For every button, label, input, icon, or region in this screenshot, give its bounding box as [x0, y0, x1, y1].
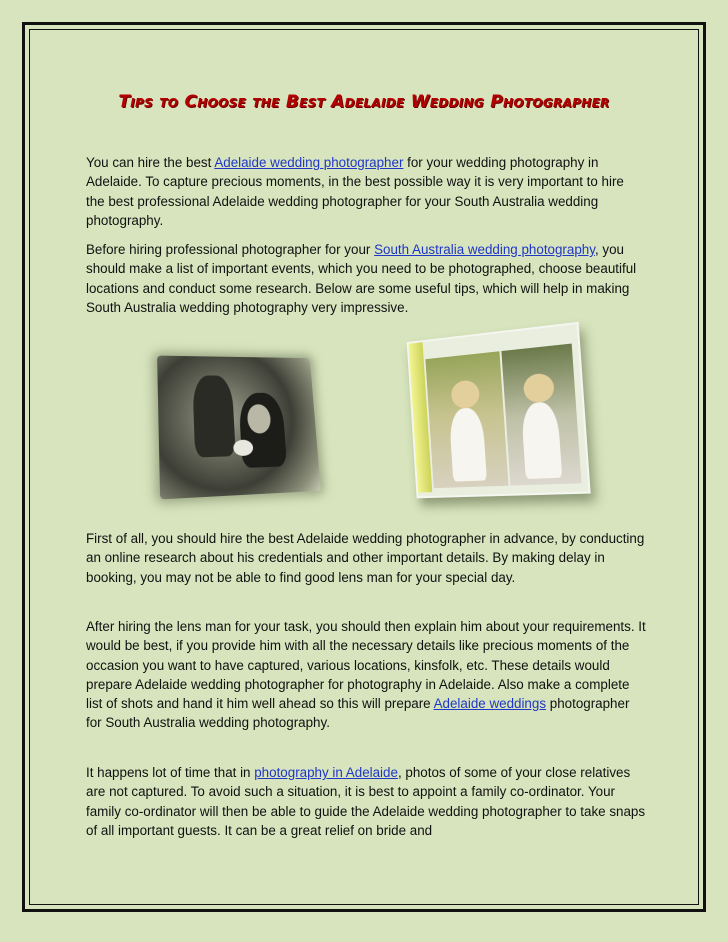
paragraph-2-text-end: , you should make a list of important events, which you need to be photographed, choose beautiful locations and conduct some research. Below are some useful tips, which will help in making South Australia wedding photography very impressive. — [86, 242, 637, 315]
bride-photo-right-pane — [501, 344, 581, 486]
paragraph-3: First of all, you should hire the best Adelaide wedding photographer in advance, by conducting an online research about his credentials and other important details. By making delay in booking, you may not be able to find good lens man for your special day. — [86, 531, 645, 585]
paragraph-5-text-end: , photos of some of your close relatives are not captured. To avoid such a situation, it is best to appoint a family co-ordinator. Your family co-ordinator will then be able to guide the Adelaide wedding photographer to take snaps of all important guests. It can be a great relief on bride and — [86, 765, 646, 838]
paragraph-2-text-start: Before hiring professional photographer for your — [86, 242, 375, 257]
paragraph-1-text-start: You can hire the best — [86, 155, 215, 170]
paragraph-4 — [86, 617, 646, 733]
link-adelaide-wedding-photographer[interactable]: Adelaide wedding photographer — [214, 155, 404, 170]
link-adelaide-weddings[interactable]: Adelaide weddings — [433, 696, 547, 712]
paragraph-1 — [86, 153, 646, 230]
paragraph-5 — [86, 763, 646, 840]
bride-photo-left-pane — [425, 351, 508, 488]
link-photography-in-adelaide[interactable]: photography in Adelaide — [254, 765, 398, 780]
link-south-australia-wedding-photography[interactable]: South Australia wedding photography — [374, 242, 595, 257]
bride-hair — [523, 372, 555, 403]
paragraph-5-text-start: It happens lot of time that in — [86, 765, 255, 780]
paragraph-4-text-end: photographer for South Australia wedding photography. — [86, 696, 630, 731]
bride-photo-cube — [407, 322, 591, 499]
page-title: Tips to Choose the Best Adelaide Wedding Photographer — [118, 92, 610, 112]
paragraph-4-text-start: After hiring the lens man for your task, you should then explain him about your requirements. It would be best, if you provide him with all the necessary details like precious moments of the occasion you want to have captured, various locations, kinsfolk, etc. These details would prepare Adelaide wedding photographer for photography in Adelaide. Also make a complete list of shots and hand it him well ahead so this will prepare — [86, 619, 646, 712]
paragraph-1-text-end: for your wedding photography in Adelaide. To capture precious moments, in the best possible way it is very important to hire the best professional Adelaide wedding photographer for your South Australia wedding photography. — [86, 155, 624, 228]
bride-hair — [450, 379, 480, 409]
paragraph-2 — [86, 240, 646, 317]
bride-silhouette — [192, 375, 236, 457]
bride-dress — [521, 401, 563, 479]
couple-photo — [157, 356, 321, 500]
bride-dress — [449, 407, 487, 482]
